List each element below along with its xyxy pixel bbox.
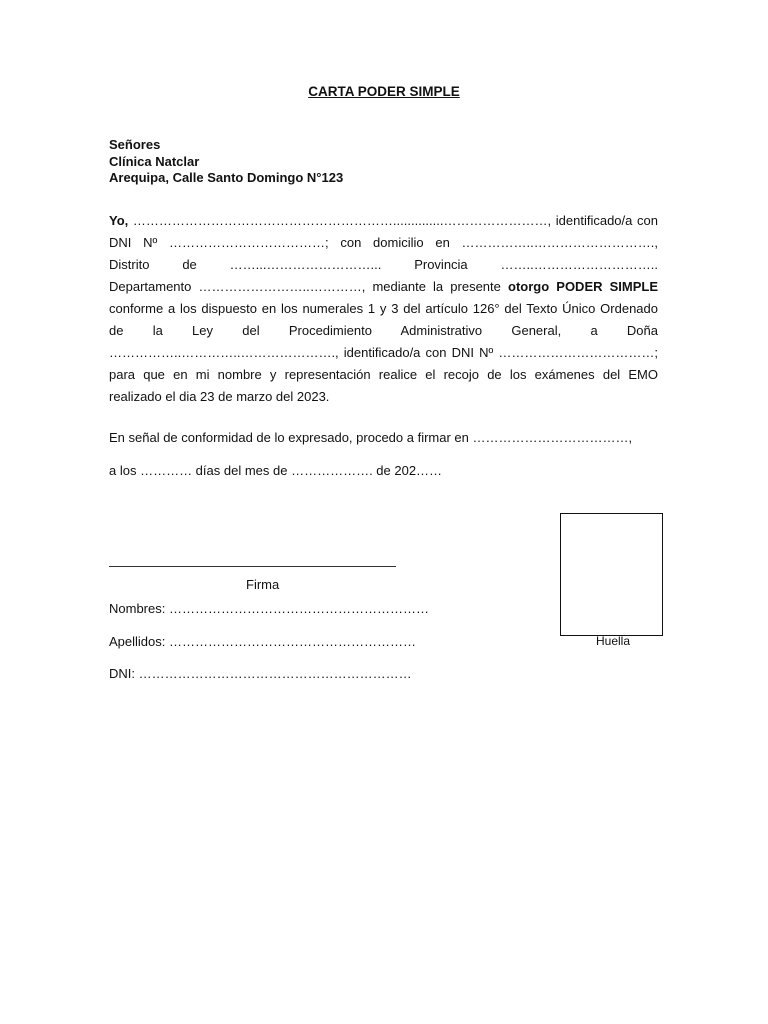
body-line-1: [109, 210, 658, 232]
body-line-9: realizado el dia 23 de marzo del 2023.: [109, 389, 330, 404]
body-line-7: ……………..…………..…………………., identificado/a con DNI Nº ………………………………;: [109, 345, 658, 360]
body-line-1-rest: ……………………………………………………..............……………………, identificado/a con: [128, 213, 658, 228]
addressee-clinic: Clínica Natclar: [109, 153, 200, 169]
body-line-3: Distrito de ……...……………………... Provincia ……..………………………..: [109, 257, 658, 272]
body-line-5: conforme a los dispuesto en los numerales 1 y 3 del artículo 126° del Texto Único Ordenado: [109, 301, 658, 316]
fingerprint-label: Huella: [596, 634, 631, 648]
addressee-salutation: Señores: [109, 137, 161, 152]
body-line-2: DNI Nº ………………………………; con domicilio en ……………..……………………….,: [109, 235, 658, 250]
document-title: CARTA PODER SIMPLE: [308, 84, 460, 99]
nombres-field: Nombres: ……………………………………………………: [109, 601, 429, 616]
addressee-address: Arequipa, Calle Santo Domingo N°123: [109, 170, 344, 185]
body-line-8: para que en mi nombre y representación realice el recojo de los exámenes del EMO: [109, 367, 658, 382]
body-paragraph: [109, 210, 658, 408]
signature-line: [109, 566, 396, 567]
apellidos-field: Apellidos: …………………………………………………: [109, 634, 416, 649]
body-line-4-start: Departamento ……………………..…………, mediante la presente: [109, 279, 508, 294]
addressee-block: [109, 137, 343, 187]
body-line-6: de la Ley del Procedimiento Administrativo General, a Doña: [109, 323, 658, 338]
body-line-4: [109, 276, 658, 298]
signature-label: Firma: [246, 577, 280, 592]
date-line: a los ………… días del mes de ………………. de 202……: [109, 463, 443, 478]
fingerprint-box: [560, 513, 663, 636]
body-yo: Yo,: [109, 213, 129, 228]
dni-field: DNI: ………………………………………………………: [109, 666, 412, 681]
body-poder-simple: otorgo PODER SIMPLE: [508, 279, 658, 294]
conformity-statement: En señal de conformidad de lo expresado, procedo a firmar en ………………………………,: [109, 430, 633, 445]
